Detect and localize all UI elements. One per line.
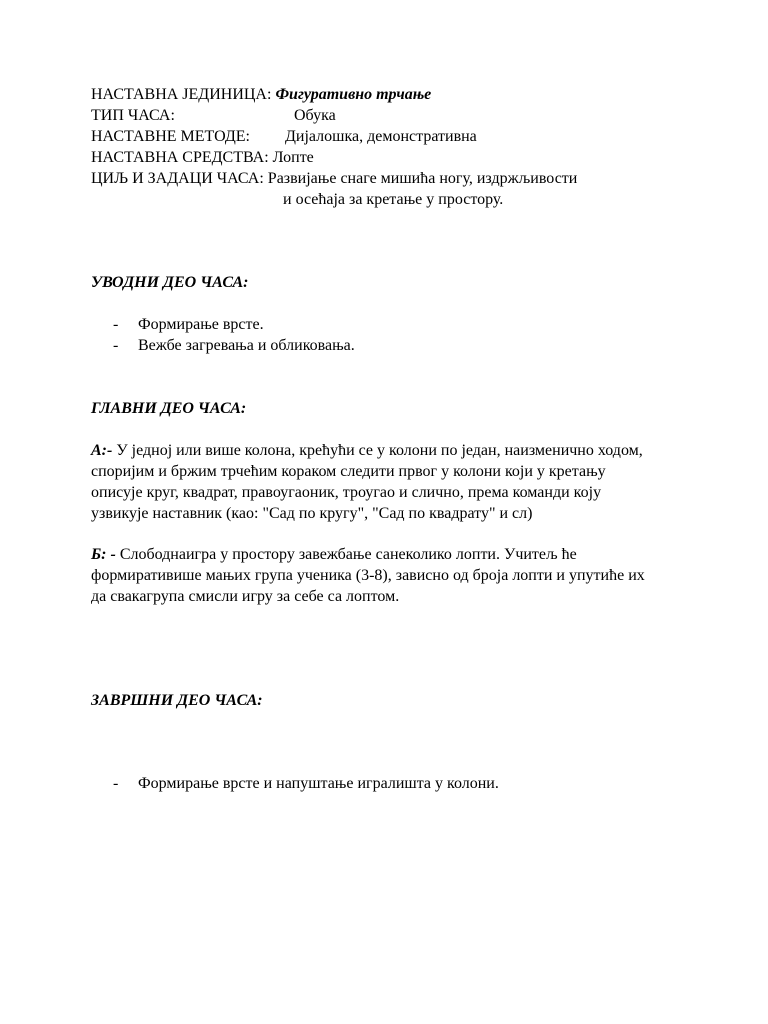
goals-line-1: Развијање снаге мишића ногу, издржљивости xyxy=(267,170,578,187)
paragraph-b-label: Б: - xyxy=(91,546,116,563)
paragraph-a-line-2: споријим и бржим трчећим кораком следити првог у колони који у кретању xyxy=(91,463,606,480)
paragraph-b-line-3: да свакагрупа смисли игру за себе са лоптом. xyxy=(91,588,400,605)
list-item-text: Формирање врсте. xyxy=(138,316,264,333)
final-heading: ЗАВРШНИ ДЕО ЧАСА: xyxy=(91,692,263,709)
lesson-unit-label: НАСТАВНА ЈЕДИНИЦА: xyxy=(91,86,272,103)
lesson-unit-value: Фигуративно трчање xyxy=(275,86,432,103)
lesson-unit-row xyxy=(91,84,431,105)
teaching-methods-label: НАСТАВНЕ МЕТОДЕ: xyxy=(91,128,250,145)
paragraph-line xyxy=(91,440,643,461)
bullet-dash: - xyxy=(113,775,119,792)
teaching-means-label: НАСТАВНА СРЕДСТВА: xyxy=(91,149,269,166)
list-item-text: Формирање врсте и напуштање игралишта у колони. xyxy=(138,775,499,792)
paragraph-a-line-1: У једној или више колона, крећући се у колони по један, наизменично ходом, xyxy=(116,442,643,459)
paragraph-a-line-3: описује круг, квадрат, правоугаоник, троугао и слично, према команди коју xyxy=(91,484,602,501)
paragraph-line xyxy=(91,544,577,565)
intro-heading: УВОДНИ ДЕО ЧАСА: xyxy=(91,274,249,291)
teaching-methods-value: Дијалошка, демонстративна xyxy=(285,128,477,145)
paragraph-a-line-4: узвикује наставник (као: "Сад по кругу", "Сад по квадрату" и сл) xyxy=(91,505,533,522)
bullet-dash: - xyxy=(113,316,119,333)
lesson-type-value: Обука xyxy=(294,107,336,124)
goals-line-2: и осећаја за кретање у простору. xyxy=(283,191,504,208)
paragraph-b-line-1: Слободнаигра у простору завежбање санеколико лопти. Учитељ ће xyxy=(119,546,577,563)
goals-label: ЦИЉ И ЗАДАЦИ ЧАСА: xyxy=(91,170,264,187)
teaching-means-row xyxy=(91,147,314,168)
list-item-text: Вежбе загревања и обликовања. xyxy=(138,337,355,354)
paragraph-a-label: А:- xyxy=(91,442,113,459)
paragraph-b-line-2: формиративише мањих група ученика (3-8), зависно од броја лопти и упутиће их xyxy=(91,567,645,584)
teaching-means-value: Лопте xyxy=(272,149,314,166)
bullet-dash: - xyxy=(113,337,119,354)
main-heading: ГЛАВНИ ДЕО ЧАСА: xyxy=(91,400,247,417)
lesson-type-label: ТИП ЧАСА: xyxy=(91,107,175,124)
goals-row xyxy=(91,168,577,189)
